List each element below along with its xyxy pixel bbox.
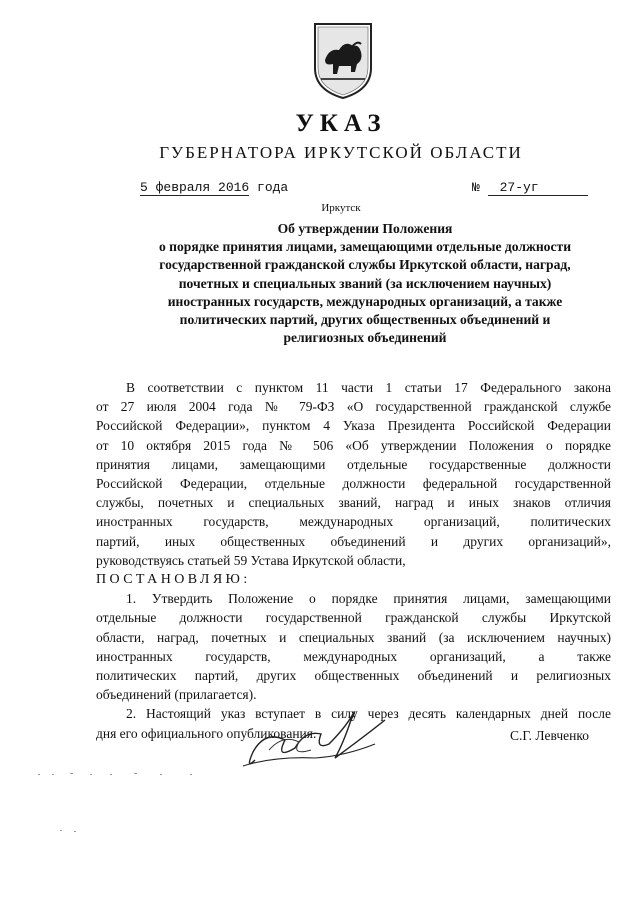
date-suffix: года (257, 180, 289, 195)
decree-number (472, 180, 588, 196)
scan-noise (30, 770, 230, 840)
preamble-line: руководствуясь статьей 59 Устава Иркутской области, (96, 552, 406, 568)
date-value: 5 февраля 2016 (140, 180, 250, 195)
decree-issuer: ГУБЕРНАТОРА ИРКУТСКОЙ ОБЛАСТИ (159, 143, 523, 162)
heading-line: о порядке принятия лицами, замещающими отдельные должности (158, 239, 572, 255)
heading-line: политических партий, других общественных объединений и (179, 312, 551, 328)
handwritten-signature (225, 700, 405, 780)
preamble-line: иностранных государств, международных организаций, политических (96, 514, 611, 530)
preamble-line: В соответствии с пунктом 11 части 1 статьи 17 Федерального закона (126, 380, 611, 395)
preamble-line: Российской Федерации», пунктом 4 Указа Президента Российской Федерации (96, 418, 611, 434)
item2-line: 2. Настоящий указ вступает в силу через десять календарных дней после (126, 706, 611, 722)
decree-date (140, 180, 288, 195)
item1-line: области, наград, почетных и специальных званий (за исключением научных) (96, 629, 611, 645)
preamble-line: Российской Федерации, отдельные должности федеральной государственной (96, 476, 611, 492)
preamble-line: от 10 октября 2015 года № 506 «Об утверждении Положения о порядке (96, 437, 611, 453)
item2-line: дня его официального опубликования. (96, 725, 317, 741)
coat-of-arms-icon (311, 20, 375, 100)
heading-line: иностранных государств, международных организаций, а также (167, 293, 563, 309)
decree-title: УКАЗ (295, 110, 387, 137)
heading-line: почетных и специальных званий (за исключением научных) (178, 275, 552, 291)
preamble-line: партий, иных общественных объединений и других организаций», (96, 533, 611, 549)
heading-line: религиозных объединений (283, 330, 447, 346)
item1-line: иностранных государств, международных организаций, а также (96, 648, 611, 664)
heading-line: государственной гражданской службы Иркутской области, наград, (159, 257, 571, 273)
heading-line: Об утверждении Положения (277, 221, 453, 236)
item1-line: объединений (прилагается). (96, 687, 257, 703)
number-sign: № (472, 180, 480, 195)
signatory-name: С.Г. Левченко (510, 728, 589, 743)
decree-body (96, 378, 611, 743)
item1-line: политических партий, других общественных объединений и религиозных (96, 668, 611, 684)
item1-line: отдельные должности государственной гражданской службы Иркутской (96, 610, 611, 626)
number-value: 27-уг (488, 180, 588, 196)
preamble-line: от 27 июля 2004 года № 79-ФЗ «О государственной гражданской службе (96, 399, 611, 415)
item1-line: 1. Утвердить Положение о порядке принятия лицами, замещающими (126, 591, 611, 607)
decree-word: ПОСТАНОВЛЯЮ: (96, 572, 251, 588)
preamble-line: принятия лицами, замещающими отдельные государственные должности (96, 456, 611, 472)
decree-heading (100, 220, 630, 347)
preamble-line: службы, почетных и специальных званий, наград и иных знаков отличия (96, 495, 611, 511)
decree-city: Иркутск (321, 202, 361, 214)
